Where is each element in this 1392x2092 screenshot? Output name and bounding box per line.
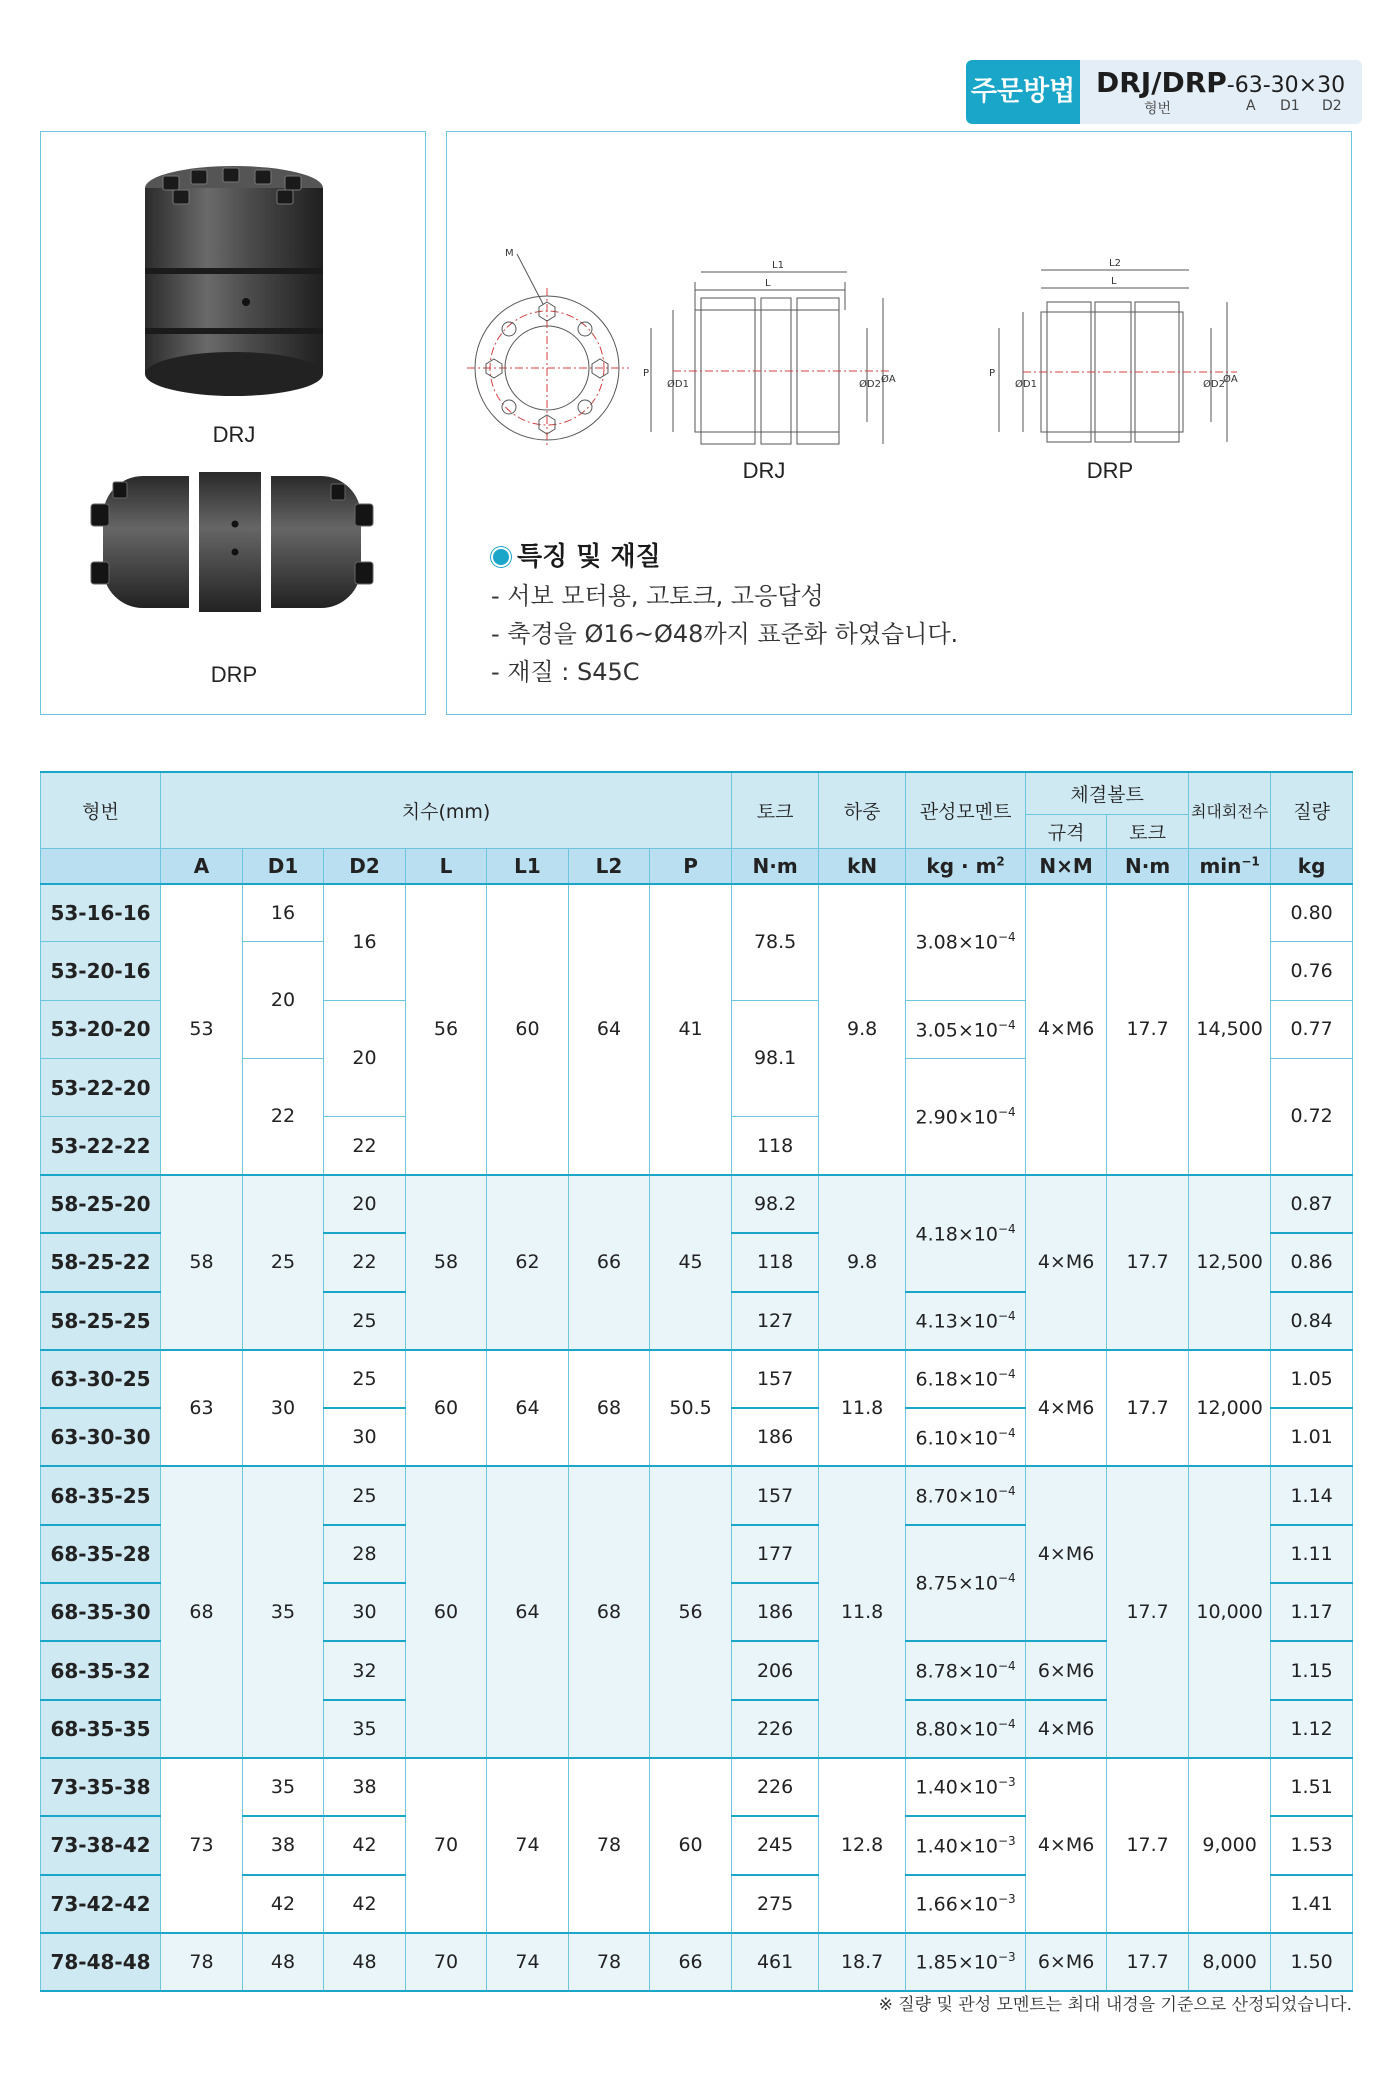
d1-cell: 22 (243, 1058, 324, 1175)
order-code-example: -63-30×30 (1226, 73, 1346, 98)
drp-photo-caption: DRP (210, 662, 258, 687)
l-cell: 70 (406, 1933, 487, 1991)
spec-table (40, 771, 1353, 1992)
model-cell: 58-25-20 (41, 1175, 161, 1233)
l2-cell: 64 (569, 884, 650, 1175)
mass-cell: 0.87 (1271, 1175, 1353, 1233)
d2-cell: 38 (324, 1758, 406, 1816)
unit-speed: $\min^{-1}$ (1189, 848, 1271, 884)
order-code-badge (966, 60, 1362, 124)
d2-cell: 25 (324, 1350, 406, 1408)
inertia-cell: $4.18\times 10^{-4}$ (906, 1175, 1026, 1292)
bolt-torque-cell: 17.7 (1107, 1350, 1189, 1467)
order-sub-d1: D1 (1280, 98, 1300, 114)
l2-cell: 78 (569, 1933, 650, 1991)
inertia-cell: $2.90\times 10^{-4}$ (906, 1058, 1026, 1175)
bolt-cell: 6×M6 (1026, 1641, 1107, 1699)
l-cell: 60 (406, 1466, 487, 1757)
d2-label-drp: ØD2 (1203, 379, 1225, 390)
torque-cell: 118 (732, 1233, 819, 1291)
bolt-torque-cell: 17.7 (1107, 884, 1189, 1175)
model-cell: 68-35-30 (41, 1583, 161, 1641)
bolt-torque-cell: 17.7 (1107, 1758, 1189, 1933)
drawing-feature-panel (446, 131, 1352, 715)
header-bolt-spec: 규격 (1026, 814, 1107, 848)
table-row (41, 1758, 1353, 1816)
order-method-label: 주문방법 (966, 60, 1080, 124)
unit-d2: D2 (324, 848, 406, 884)
drj-photo-caption: DRJ (212, 422, 256, 447)
load-cell: 18.7 (819, 1933, 906, 1991)
unit-d1: D1 (243, 848, 324, 884)
unit-inertia: kg · $m^2$ (906, 848, 1026, 884)
features-heading (491, 536, 661, 573)
l-label-drp: L (1111, 276, 1117, 287)
l1-cell: 64 (487, 1350, 569, 1467)
model-cell: 68-35-32 (41, 1641, 161, 1699)
model-cell: 58-25-22 (41, 1233, 161, 1291)
p-label-drj: P (643, 368, 650, 379)
l1-cell: 64 (487, 1466, 569, 1757)
d1-cell: 25 (243, 1175, 324, 1350)
header-max-speed: 최대회전수 (1189, 772, 1271, 848)
d2-cell: 16 (324, 884, 406, 1001)
technical-drawings (447, 132, 1353, 492)
l-cell: 56 (406, 884, 487, 1175)
l1-cell: 74 (487, 1933, 569, 1991)
l2-cell: 68 (569, 1350, 650, 1467)
table-row (41, 884, 1353, 942)
speed-cell: 14,500 (1189, 884, 1271, 1175)
d1-cell: 38 (243, 1816, 324, 1874)
drj-side-drawing (643, 260, 896, 444)
p-cell: 41 (650, 884, 732, 1175)
model-cell: 73-35-38 (41, 1758, 161, 1816)
bolt-cell: 4×M6 (1026, 884, 1107, 1175)
torque-cell: 275 (732, 1875, 819, 1933)
d2-cell: 42 (324, 1875, 406, 1933)
mass-cell: 0.84 (1271, 1292, 1353, 1350)
torque-cell: 157 (732, 1350, 819, 1408)
header-dimensions: 치수(mm) (161, 772, 732, 848)
unit-torque: N·m (732, 848, 819, 884)
bullet-dot-icon (491, 547, 511, 567)
features-title-text: 특징 및 재질 (517, 542, 661, 572)
bolt-cell: 4×M6 (1026, 1350, 1107, 1467)
bolt-cell: 4×M6 (1026, 1700, 1107, 1758)
header-mass: 질량 (1271, 772, 1353, 848)
model-cell: 53-16-16 (41, 884, 161, 942)
order-code-series: DRJ/DRP (1096, 66, 1227, 99)
a-label-drj: ØA (881, 374, 896, 385)
model-cell: 53-22-20 (41, 1058, 161, 1116)
torque-cell: 461 (732, 1933, 819, 1991)
torque-cell: 245 (732, 1816, 819, 1874)
l1-cell: 60 (487, 884, 569, 1175)
model-cell: 53-20-16 (41, 942, 161, 1000)
l-cell: 58 (406, 1175, 487, 1350)
header-load: 하중 (819, 772, 906, 848)
unit-l: L (406, 848, 487, 884)
product-photo-panel (40, 131, 426, 715)
unit-load: kN (819, 848, 906, 884)
mass-cell: 1.11 (1271, 1525, 1353, 1583)
d1-cell: 20 (243, 942, 324, 1059)
d1-cell: 35 (243, 1758, 324, 1816)
inertia-cell: $3.05\times 10^{-4}$ (906, 1000, 1026, 1058)
a-cell: 63 (161, 1350, 243, 1467)
d1-label-drj: ØD1 (667, 379, 689, 390)
unit-p: P (650, 848, 732, 884)
model-cell: 53-20-20 (41, 1000, 161, 1058)
mass-cell: 1.01 (1271, 1408, 1353, 1466)
model-cell: 63-30-30 (41, 1408, 161, 1466)
unit-a: A (161, 848, 243, 884)
l1-label: L1 (772, 260, 784, 271)
end-view-drawing (467, 248, 629, 448)
torque-cell: 226 (732, 1700, 819, 1758)
unit-l1: L1 (487, 848, 569, 884)
model-cell: 73-38-42 (41, 1816, 161, 1874)
speed-cell: 12,000 (1189, 1350, 1271, 1467)
inertia-cell: $6.18\times 10^{-4}$ (906, 1350, 1026, 1408)
feature-item: - 축경을 Ø16~Ø48까지 표준화 하였습니다. (491, 620, 959, 648)
header-torque: 토크 (732, 772, 819, 848)
inertia-cell: $6.10\times 10^{-4}$ (906, 1408, 1026, 1466)
table-row (41, 1350, 1353, 1408)
feature-item: - 서보 모터용, 고토크, 고응답성 (491, 582, 824, 610)
torque-cell: 226 (732, 1758, 819, 1816)
speed-cell: 9,000 (1189, 1758, 1271, 1933)
a-cell: 73 (161, 1758, 243, 1933)
inertia-cell: $8.78\times 10^{-4}$ (906, 1641, 1026, 1699)
mass-cell: 1.51 (1271, 1758, 1353, 1816)
model-cell: 58-25-25 (41, 1292, 161, 1350)
p-cell: 66 (650, 1933, 732, 1991)
d2-cell: 28 (324, 1525, 406, 1583)
feature-item: - 재질 : S45C (491, 658, 640, 686)
inertia-cell: $8.75\times 10^{-4}$ (906, 1525, 1026, 1642)
torque-cell: 98.1 (732, 1000, 819, 1117)
order-sub-d2: D2 (1322, 98, 1342, 114)
inertia-cell: $8.70\times 10^{-4}$ (906, 1466, 1026, 1524)
bolt-torque-cell: 17.7 (1107, 1466, 1189, 1757)
table-row (41, 1933, 1353, 1991)
inertia-cell: $1.85\times 10^{-3}$ (906, 1933, 1026, 1991)
a-cell: 58 (161, 1175, 243, 1350)
inertia-cell: $3.08\times 10^{-4}$ (906, 884, 1026, 1001)
l1-cell: 62 (487, 1175, 569, 1350)
l2-label: L2 (1109, 258, 1121, 269)
order-code (1096, 66, 1345, 99)
d2-cell: 30 (324, 1408, 406, 1466)
unit-l2: L2 (569, 848, 650, 884)
d2-cell: 22 (324, 1233, 406, 1291)
mass-cell: 0.86 (1271, 1233, 1353, 1291)
mass-cell: 0.80 (1271, 884, 1353, 942)
d2-cell: 22 (324, 1117, 406, 1175)
a-cell: 68 (161, 1466, 243, 1757)
mass-cell: 1.17 (1271, 1583, 1353, 1641)
inertia-cell: $8.80\times 10^{-4}$ (906, 1700, 1026, 1758)
drj-photo (145, 166, 323, 396)
header-bolt-torque: 토크 (1107, 814, 1189, 848)
d2-cell: 20 (324, 1000, 406, 1117)
speed-cell: 8,000 (1189, 1933, 1271, 1991)
model-cell: 68-35-35 (41, 1700, 161, 1758)
mass-cell: 1.41 (1271, 1875, 1353, 1933)
torque-cell: 127 (732, 1292, 819, 1350)
p-cell: 45 (650, 1175, 732, 1350)
footnote: ※ 질량 및 관성 모멘트는 최대 내경을 기준으로 산정되었습니다. (878, 1995, 1352, 2015)
unit-bolt-torque: N·m (1107, 848, 1189, 884)
load-cell: 11.8 (819, 1466, 906, 1757)
load-cell: 12.8 (819, 1758, 906, 1933)
l-label-drj: L (765, 278, 771, 289)
l2-cell: 68 (569, 1466, 650, 1757)
model-cell: 68-35-28 (41, 1525, 161, 1583)
mass-cell: 1.14 (1271, 1466, 1353, 1524)
mass-cell: 1.05 (1271, 1350, 1353, 1408)
inertia-cell: $4.13\times 10^{-4}$ (906, 1292, 1026, 1350)
unit-mass: kg (1271, 848, 1353, 884)
torque-cell: 186 (732, 1408, 819, 1466)
bolt-torque-cell: 17.7 (1107, 1175, 1189, 1350)
inertia-cell: $1.40\times 10^{-3}$ (906, 1758, 1026, 1816)
load-cell: 9.8 (819, 1175, 906, 1350)
bolt-torque-cell: 17.7 (1107, 1933, 1189, 1991)
d2-cell: 32 (324, 1641, 406, 1699)
p-cell: 50.5 (650, 1350, 732, 1467)
p-label-drp: P (989, 368, 996, 379)
torque-cell: 157 (732, 1466, 819, 1524)
header-inertia: 관성모멘트 (906, 772, 1026, 848)
d1-cell: 30 (243, 1350, 324, 1467)
mass-cell: 0.77 (1271, 1000, 1353, 1058)
table-row (41, 1466, 1353, 1524)
header-bolt: 체결볼트 (1026, 772, 1189, 814)
drp-photo (91, 470, 373, 616)
torque-cell: 98.2 (732, 1175, 819, 1233)
mass-cell: 1.15 (1271, 1641, 1353, 1699)
inertia-cell: $1.40\times 10^{-3}$ (906, 1816, 1026, 1874)
d1-cell: 16 (243, 884, 324, 942)
load-cell: 9.8 (819, 884, 906, 1175)
drp-drawing-caption: DRP (1086, 458, 1134, 483)
d2-cell: 25 (324, 1466, 406, 1524)
bolt-cell: 4×M6 (1026, 1758, 1107, 1933)
model-cell: 63-30-25 (41, 1350, 161, 1408)
d1-cell: 48 (243, 1933, 324, 1991)
drj-drawing-caption: DRJ (742, 458, 786, 483)
torque-cell: 78.5 (732, 884, 819, 1001)
order-sub-model: 형번 (1144, 101, 1172, 117)
unit-bolt: N×M (1026, 848, 1107, 884)
bolt-cell: 4×M6 (1026, 1466, 1107, 1641)
torque-cell: 118 (732, 1117, 819, 1175)
mass-cell: 1.53 (1271, 1816, 1353, 1874)
torque-cell: 206 (732, 1641, 819, 1699)
speed-cell: 12,500 (1189, 1175, 1271, 1350)
l2-cell: 66 (569, 1175, 650, 1350)
inertia-cell: $1.66\times 10^{-3}$ (906, 1875, 1026, 1933)
torque-cell: 177 (732, 1525, 819, 1583)
p-cell: 56 (650, 1466, 732, 1757)
d1-label-drp: ØD1 (1015, 379, 1037, 390)
a-cell: 78 (161, 1933, 243, 1991)
d2-cell: 42 (324, 1816, 406, 1874)
bolt-cell: 4×M6 (1026, 1175, 1107, 1350)
bolt-cell: 6×M6 (1026, 1933, 1107, 1991)
d2-cell: 35 (324, 1700, 406, 1758)
d1-cell: 42 (243, 1875, 324, 1933)
d2-cell: 25 (324, 1292, 406, 1350)
d2-label-drj: ØD2 (859, 379, 881, 390)
d1-cell: 35 (243, 1466, 324, 1757)
d2-cell: 48 (324, 1933, 406, 1991)
order-sub-a: A (1246, 98, 1256, 114)
torque-cell: 186 (732, 1583, 819, 1641)
speed-cell: 10,000 (1189, 1466, 1271, 1757)
a-label-drp: ØA (1223, 374, 1238, 385)
load-cell: 11.8 (819, 1350, 906, 1467)
model-cell: 53-22-22 (41, 1117, 161, 1175)
l2-cell: 78 (569, 1758, 650, 1933)
table-row (41, 1175, 1353, 1233)
mass-cell: 1.12 (1271, 1700, 1353, 1758)
unit-model-blank (41, 848, 161, 884)
mass-cell: 0.76 (1271, 942, 1353, 1000)
l-cell: 60 (406, 1350, 487, 1467)
mass-cell: 1.50 (1271, 1933, 1353, 1991)
a-cell: 53 (161, 884, 243, 1175)
model-cell: 68-35-25 (41, 1466, 161, 1524)
l-cell: 70 (406, 1758, 487, 1933)
drp-side-drawing (989, 258, 1238, 442)
m-label: M (505, 248, 514, 259)
model-cell: 73-42-42 (41, 1875, 161, 1933)
l1-cell: 74 (487, 1758, 569, 1933)
mass-cell: 0.72 (1271, 1058, 1353, 1175)
p-cell: 60 (650, 1758, 732, 1933)
header-model: 형번 (41, 772, 161, 848)
d2-cell: 20 (324, 1175, 406, 1233)
model-cell: 78-48-48 (41, 1933, 161, 1991)
d2-cell: 30 (324, 1583, 406, 1641)
